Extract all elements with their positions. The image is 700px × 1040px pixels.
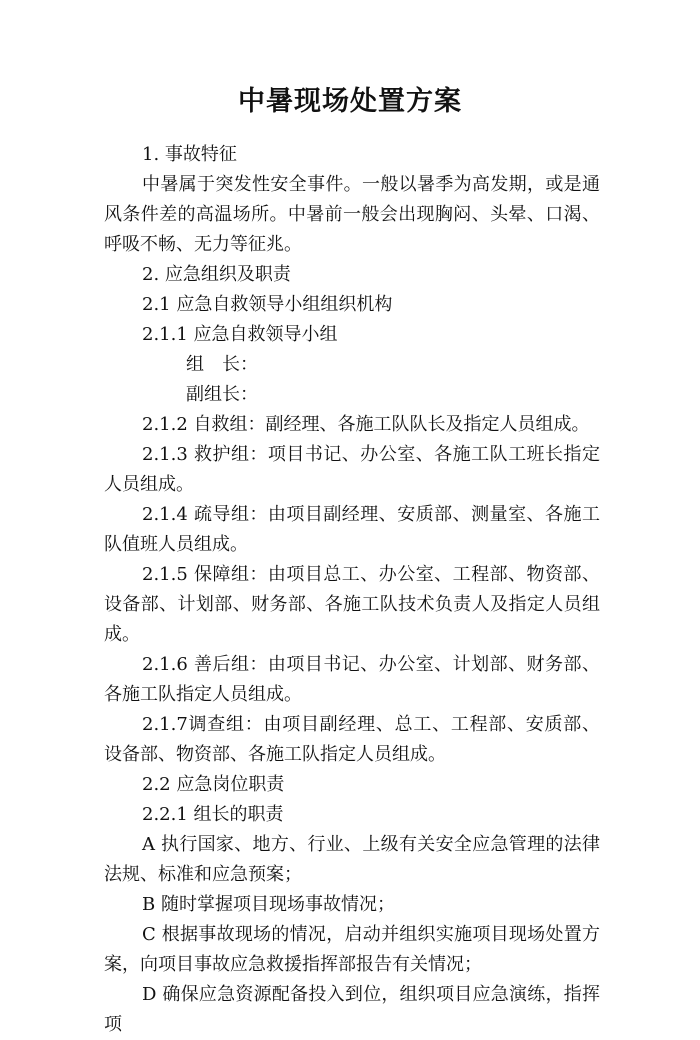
paragraph: 2.1 应急自救领导小组组织机构 [142,294,393,315]
paragraph: D 确保应急资源配备投入到位，组织项目应急演练，指挥项 [104,984,600,1035]
paragraph: 中暑属于突发性安全事件。一般以暑季为高发期，或是通风条件差的高温场所。中暑前一般会出现胸闷、头晕、口渴、呼吸不畅、无力等征兆。 [104,174,600,255]
paragraph: 副组长： [186,384,258,405]
paragraph: C 根据事故现场的情况，启动并组织实施项目现场处置方案，向项目事故应急救援指挥部报告有关情况； [104,924,600,975]
paragraph: B 随时掌握项目现场事故情况； [142,894,395,915]
paragraph: A 执行国家、地方、行业、上级有关安全应急管理的法律法规、标准和应急预案； [104,834,600,885]
paragraph: 2.1.1 应急自救领导小组 [142,324,338,345]
paragraph: 组 长： [186,354,258,375]
paragraph: 2.2.1 组长的职责 [142,804,284,825]
paragraph: 2.1.5 保障组：由项目总工、办公室、工程部、物资部、设备部、计划部、财务部、各施工队技术负责人及指定人员组成。 [104,564,600,645]
paragraph: 2.1.2 自救组：副经理、各施工队队长及指定人员组成。 [142,414,590,435]
paragraph: 2.1.6 善后组：由项目书记、办公室、计划部、财务部、各施工队指定人员组成。 [104,654,600,705]
paragraph: 2.1.4 疏导组：由项目副经理、安质部、测量室、各施工队值班人员组成。 [104,504,600,555]
paragraph: 1. 事故特征 [142,144,237,165]
document-title: 中暑现场处置方案 [238,86,462,117]
paragraph: 2.2 应急岗位职责 [142,774,285,795]
paragraph: 2.1.7调查组：由项目副经理、总工、工程部、安质部、设备部、物资部、各施工队指定人员组成。 [104,714,600,765]
paragraph: 2.1.3 救护组：项目书记、办公室、各施工队工班长指定人员组成。 [104,444,600,495]
document-body [104,140,600,1040]
paragraph: 2. 应急组织及职责 [142,264,291,285]
